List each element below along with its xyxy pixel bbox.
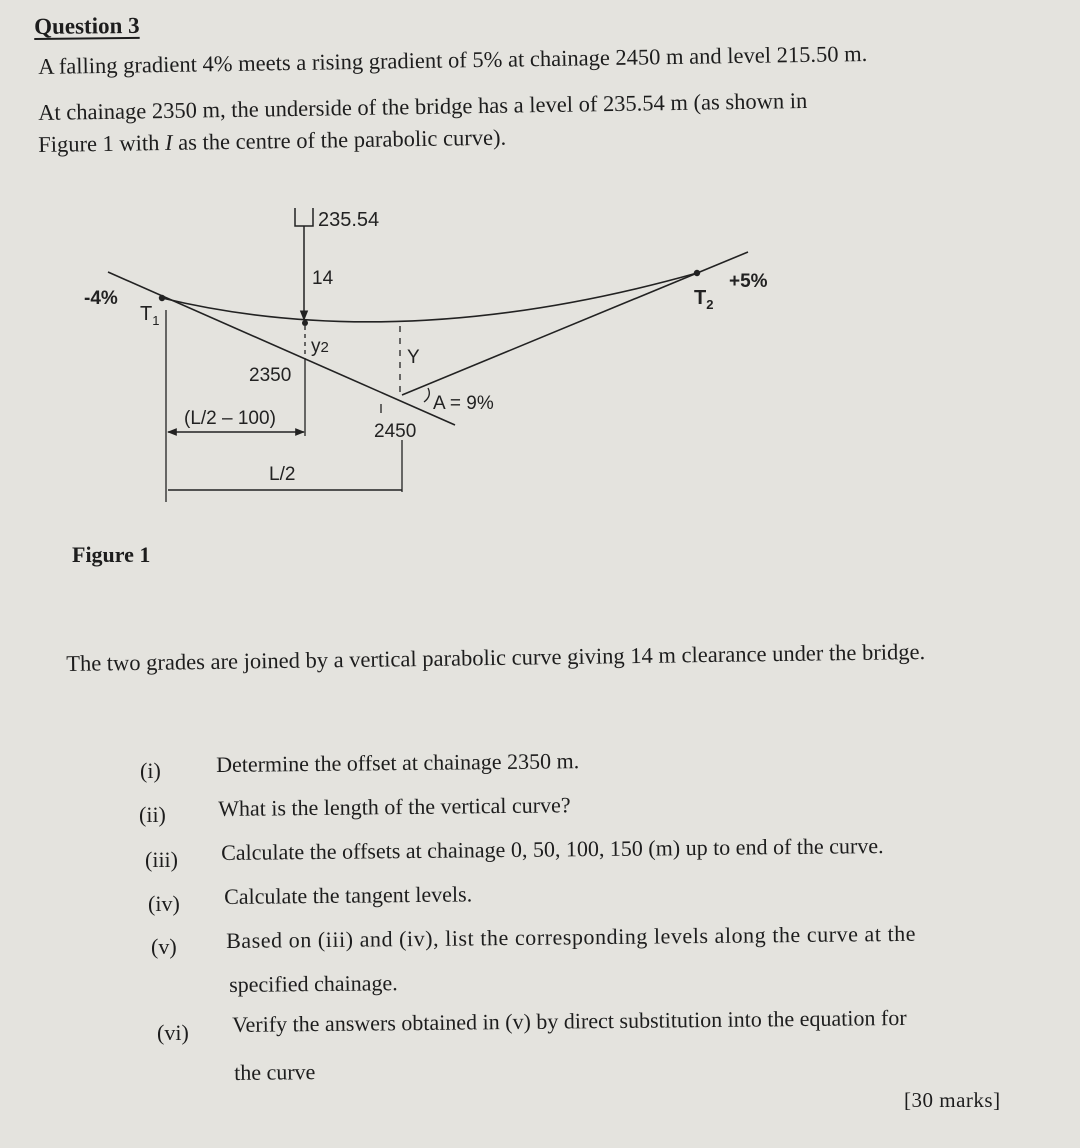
part-5-text: Based on (iii) and (iv), list the corresponding levels along the curve at the xyxy=(226,920,917,953)
question-title: Question 3 xyxy=(34,12,140,39)
t2-point xyxy=(694,270,700,276)
part-2-number: (ii) xyxy=(139,802,166,827)
chainage-2450-label: 2450 xyxy=(374,421,417,442)
right-grade-label: +5% xyxy=(729,271,768,292)
bridge-underside-symbol xyxy=(295,208,313,226)
part-5-text-continued: specified chainage. xyxy=(229,970,398,997)
t2-label-main: T xyxy=(694,287,707,309)
bridge-level-label: 235.54 xyxy=(318,209,380,231)
y2-label xyxy=(311,336,329,357)
chainage-2350-label: 2350 xyxy=(249,365,292,386)
part-1-text: Determine the offset at chainage 2350 m. xyxy=(216,748,580,777)
intro-line-3-var: I xyxy=(164,129,173,156)
t2-label-sub: 2 xyxy=(706,297,714,312)
figure-caption: Figure 1 xyxy=(72,542,151,567)
part-6-number: (vi) xyxy=(157,1020,189,1045)
intro-line-1: A falling gradient 4% meets a rising gradient of 5% at chainage 2450 m and level 215.50 m. xyxy=(38,40,868,79)
grade-change-arc xyxy=(424,388,429,402)
intro-line-3-prefix: Figure 1 with xyxy=(38,130,166,157)
part-6-text: Verify the answers obtained in (v) by direct substitution into the equation for xyxy=(232,1004,907,1037)
curve-point-2350 xyxy=(302,320,308,326)
vertical-curve-diagram xyxy=(0,190,1080,520)
part-2-text: What is the length of the vertical curve? xyxy=(218,792,571,821)
part-5-number: (v) xyxy=(151,934,177,959)
y-label: Y xyxy=(407,347,420,368)
falling-tangent-line xyxy=(108,272,455,425)
t1-label-sub: 1 xyxy=(152,313,160,328)
intro-line-2: At chainage 2350 m, the underside of the bridge has a level of 235.54 m (as shown in xyxy=(38,87,808,125)
t2-label xyxy=(694,287,713,312)
t1-label xyxy=(140,303,159,328)
part-3-number: (iii) xyxy=(145,847,178,872)
part-1-number: (i) xyxy=(140,758,161,783)
intro-line-3 xyxy=(38,125,506,158)
half-minus-100-label: (L/2 – 100) xyxy=(184,408,276,429)
y2-label-sub: 2 xyxy=(320,339,329,356)
grade-change-label: A = 9% xyxy=(433,393,494,414)
part-6-text-continued: the curve xyxy=(234,1059,316,1085)
left-grade-label: -4% xyxy=(84,288,118,309)
y2-label-main: y xyxy=(311,336,321,357)
intro-line-3-suffix: as the centre of the parabolic curve). xyxy=(172,124,507,155)
t1-point xyxy=(159,295,165,301)
part-4-text: Calculate the tangent levels. xyxy=(224,881,473,909)
clearance-label: 14 xyxy=(312,268,334,289)
t1-label-main: T xyxy=(140,303,153,325)
parabolic-curve xyxy=(162,273,697,322)
part-4-number: (iv) xyxy=(148,891,180,916)
half-length-label: L/2 xyxy=(269,464,296,485)
part-3-text: Calculate the offsets at chainage 0, 50, 100, 150 (m) up to end of the curve. xyxy=(221,833,884,865)
total-marks: [30 marks] xyxy=(904,1088,1001,1112)
problem-paragraph: The two grades are joined by a vertical parabolic curve giving 14 m clearance under the bridge. xyxy=(66,639,926,676)
